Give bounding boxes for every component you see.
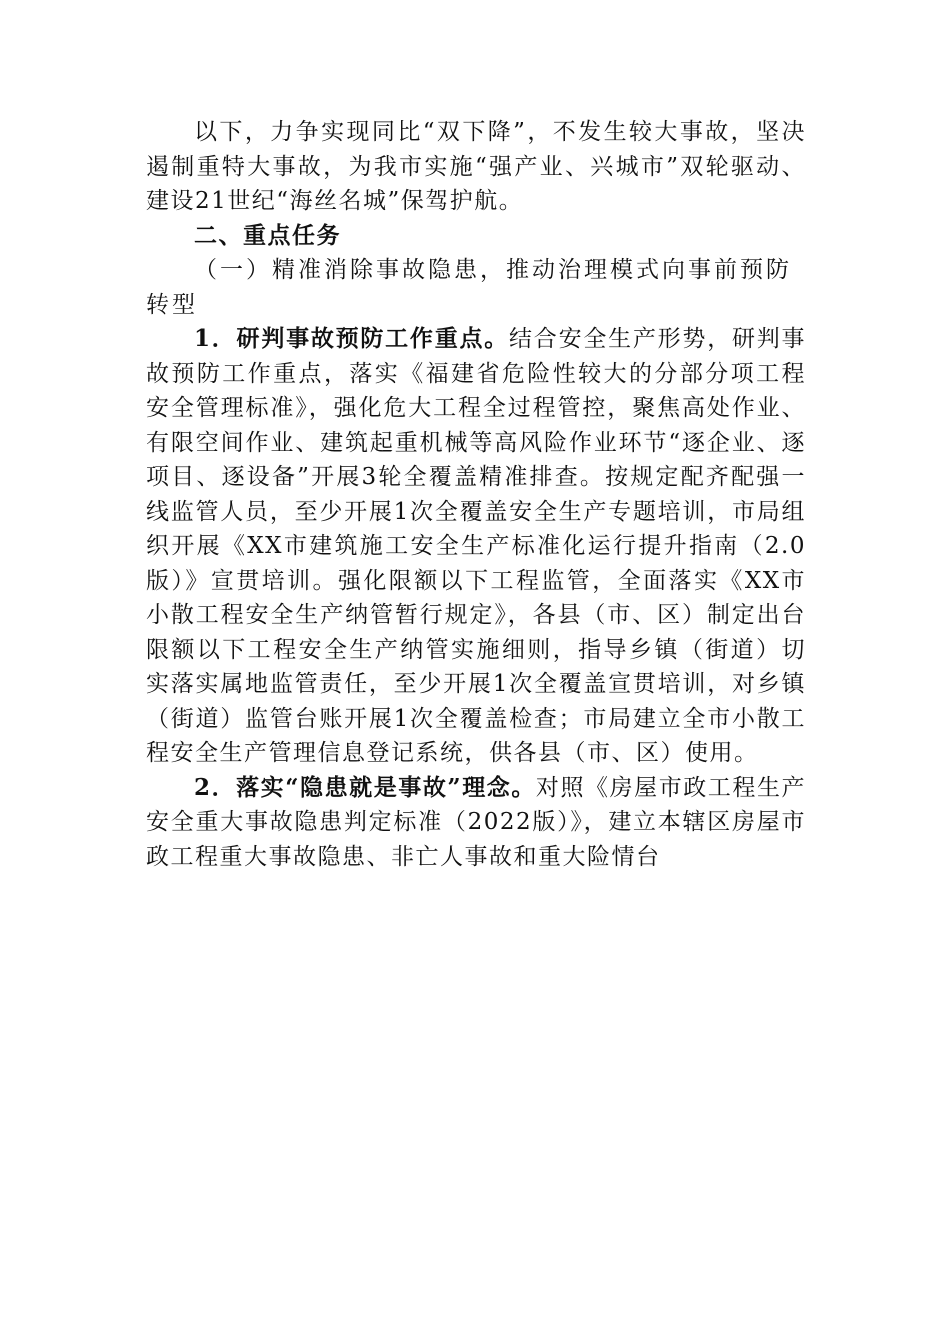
paragraph-item-2	[146, 771, 806, 875]
paragraph-item-1	[146, 322, 806, 771]
paragraph-intro: 以下，力争实现同比“双下降”，不发生较大事故，坚决遏制重特大事故，为我市实施“强产业、兴城市”双轮驱动、建设21世纪“海丝名城”保驾护航。	[146, 119, 806, 214]
item-2-title: 2．落实“隐患就是事故”理念。	[194, 773, 536, 801]
item-1-title: 1．研判事故预防工作重点。	[194, 325, 510, 352]
subsection-title: （一）精准消除事故隐患，推动治理模式向事前预防转型	[146, 257, 792, 318]
item-2-body: 对照《房屋市政工程生产安全重大事故隐患判定标准（2022版）》，建立本辖区房屋市政工程重大事故隐患、非亡人事故和重大险情台	[146, 774, 807, 870]
document-page	[146, 115, 806, 874]
section-title: 二、重点任务	[194, 221, 341, 249]
item-1-body: 结合安全生产形势，研判事故预防工作重点，落实《福建省危险性较大的分部分项工程安全管理标准》，强化危大工程全过程管控，聚焦高处作业、有限空间作业、建筑起重机械等高风险作业环节“逐企业、逐项目、逐设备”开展3轮全覆盖精准排查。按规定配齐配强一线监管人员，至少开展1次全覆盖安全生产专题培训，市局组织开展《XX市建筑施工安全生产标准化运行提升指南（2.0版）》宣贯培训。强化限额以下工程监管，全面落实《XX市小散工程安全生产纳管暂行规定》，各县（市、区）制定出台限额以下工程安全生产纳管实施细则，指导乡镇（街道）切实落实属地监管责任，至少开展1次全覆盖宣贯培训，对乡镇（街道）监管台账开展1次全覆盖检查；市局建立全市小散工程安全生产管理信息登记系统，供各县（市、区）使用。	[146, 326, 807, 766]
